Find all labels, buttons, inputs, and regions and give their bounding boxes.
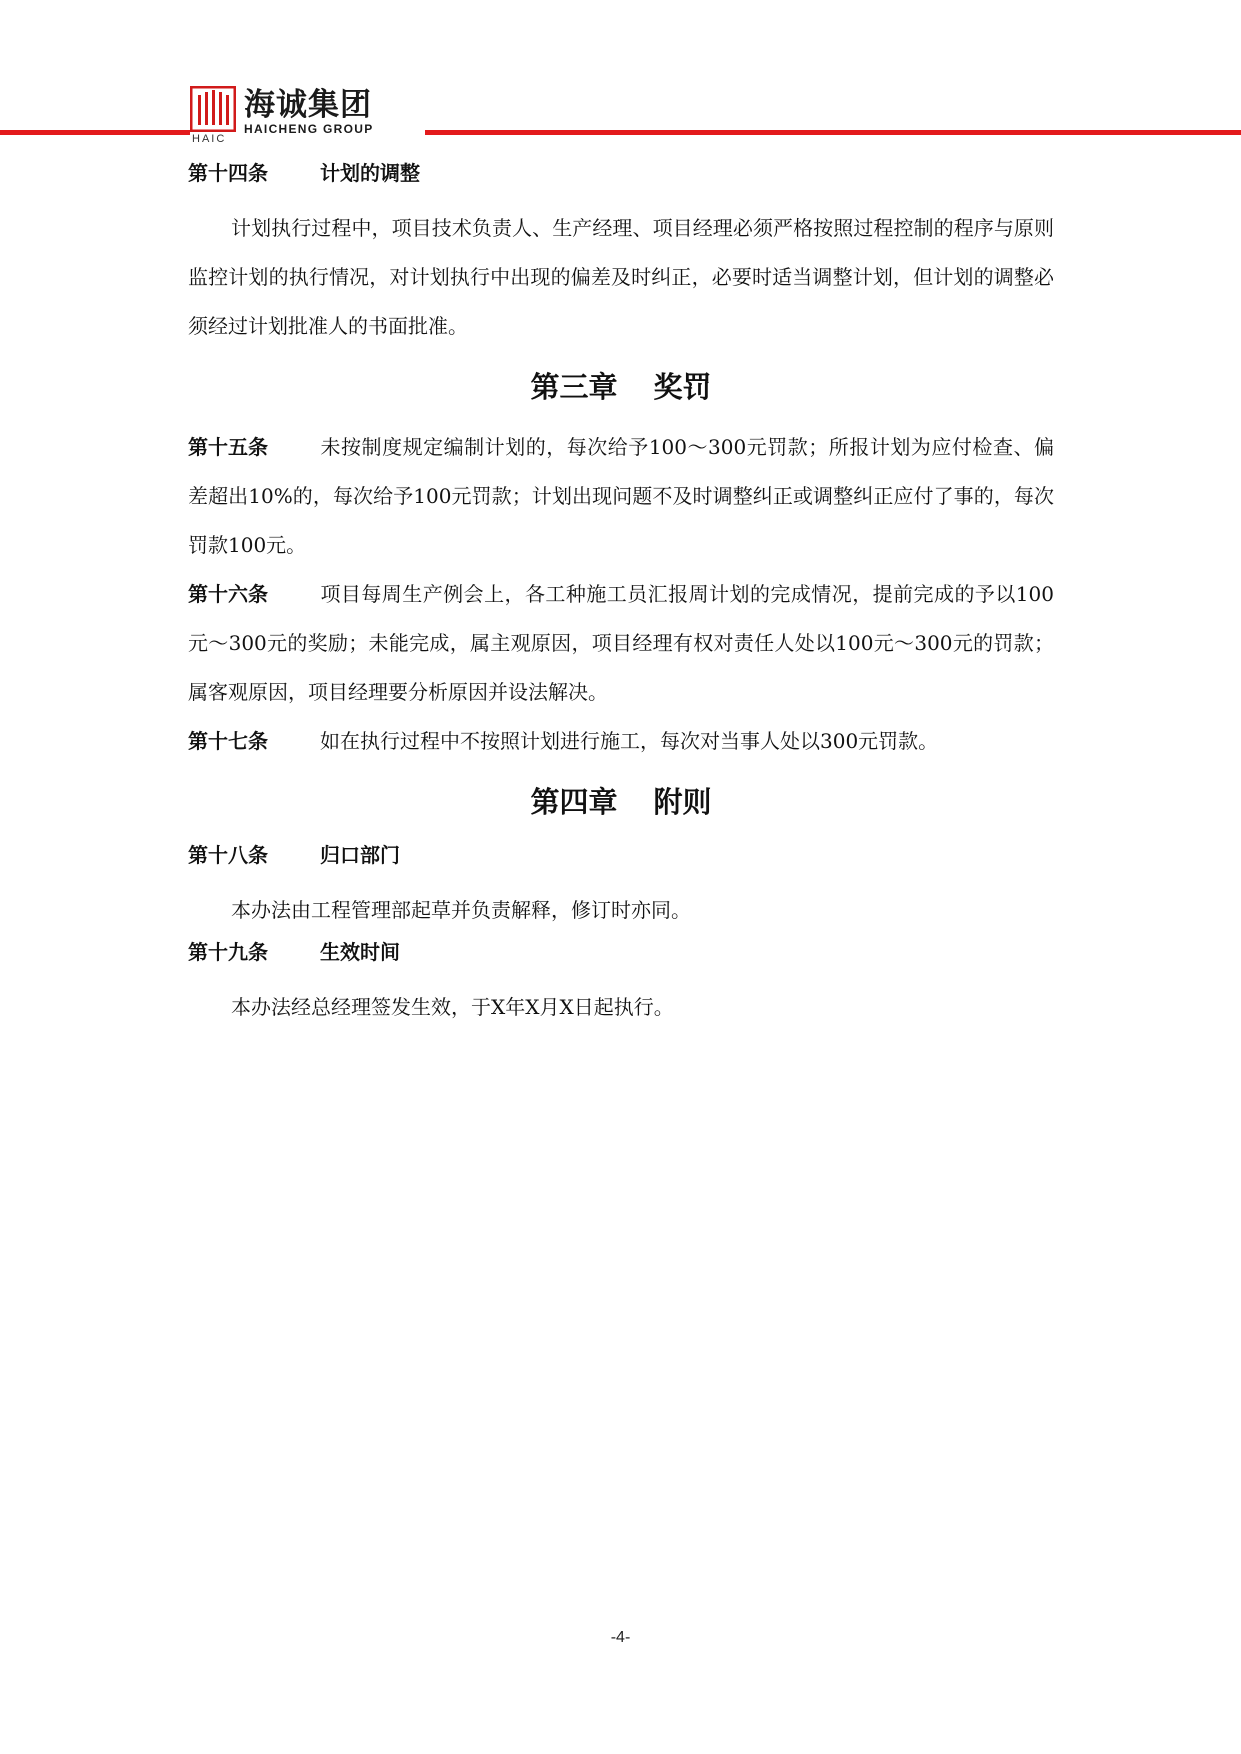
article-18-body: 本办法由工程管理部起草并负责解释，修订时亦同。 <box>231 898 691 922</box>
chapter-4-number: 第四章 <box>530 785 618 819</box>
chapter-3-title: 奖罚 <box>653 370 712 404</box>
chapter-4-title: 附则 <box>653 785 712 819</box>
document-body <box>188 156 1054 1032</box>
article-14-body: 计划执行过程中，项目技术负责人、生产经理、项目经理必须严格按照过程控制的程序与原则监控计划的执行情况，对计划执行中出现的偏差及时纠正，必要时适当调整计划，但计划的调整必须经过计划批准人的书面批准。 <box>188 216 1054 338</box>
page-number: -4- <box>610 1629 631 1646</box>
page-header <box>0 0 1241 150</box>
article-18-number: 第十八条 <box>188 843 268 867</box>
article-17-body: 如在执行过程中不按照计划进行施工，每次对当事人处以300元罚款。 <box>320 729 939 753</box>
haicheng-logo-icon <box>190 86 236 132</box>
article-16 <box>188 570 1054 717</box>
article-19-number: 第十九条 <box>188 940 268 964</box>
article-17 <box>188 717 1054 766</box>
article-19-title: 生效时间 <box>320 940 400 964</box>
article-19-body: 本办法经总经理签发生效，于X年X月X日起执行。 <box>231 995 674 1019</box>
article-14-title: 计划的调整 <box>320 161 420 185</box>
article-16-body: 项目每周生产例会上，各工种施工员汇报周计划的完成情况，提前完成的予以100元～300元的奖励；未能完成，属主观原因，项目经理有权对责任人处以100元～300元的罚款；属客观原因，项目经理要分析原因并设法解决。 <box>188 582 1054 704</box>
article-15 <box>188 423 1054 570</box>
article-15-body: 未按制度规定编制计划的，每次给予100～300元罚款；所报计划为应付检查、偏差超出10%的，每次给予100元罚款；计划出现问题不及时调整纠正或调整纠正应付了事的，每次罚款100元。 <box>188 435 1054 557</box>
article-18-heading <box>188 838 1054 872</box>
header-red-line <box>0 130 1241 135</box>
article-16-number: 第十六条 <box>188 582 268 606</box>
chapter-4-heading <box>188 772 1054 832</box>
article-14-heading <box>188 156 1054 190</box>
company-logo <box>190 86 425 148</box>
article-18-title: 归口部门 <box>320 843 400 867</box>
article-15-number: 第十五条 <box>188 435 268 459</box>
logo-english-name: HAICHENG GROUP <box>244 122 374 136</box>
chapter-3-number: 第三章 <box>530 370 618 404</box>
logo-abbreviation: HAIC <box>192 133 227 145</box>
logo-chinese-name: 海诚集团 <box>244 87 372 123</box>
chapter-3-heading <box>188 357 1054 417</box>
article-14-number: 第十四条 <box>188 161 268 185</box>
article-19-heading <box>188 935 1054 969</box>
article-17-number: 第十七条 <box>188 729 268 753</box>
